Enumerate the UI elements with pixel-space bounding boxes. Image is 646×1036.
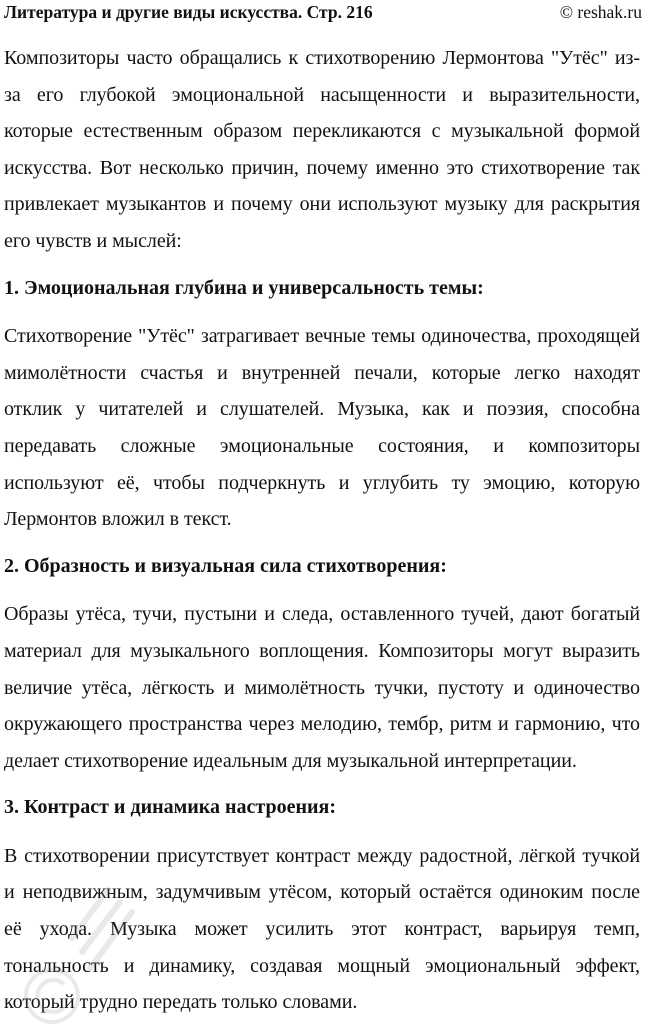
section-paragraph-2: Образы утёса, тучи, пустыни и следа, оставленного тучей, дают богатый материал для музыкального воплощения. Композиторы могут выразить величие утёса, лёгкость и мимолётность тучки, пустоту и одиночество окружающего пространства через мелодию, тембр, ритм и гармонию, что делает стихотворение идеальным для музыкальной интерпретации. <box>4 603 640 772</box>
section-heading-1: 1. Эмоциональная глубина и универсальность темы: <box>4 276 484 299</box>
section-paragraph-1: Стихотворение "Утёс" затрагивает вечные темы одиночества, проходящей мимолётности счастья и внутренней печали, которые легко находят отклик у читателей и слушателей. Музыка, как и поэзия, способна передавать сложные эмоциональные состояния, и композиторы используют её, чтобы подчеркнуть и углубить ту эмоцию, которую Лермонтов вложил в текст. <box>4 325 640 531</box>
document-body <box>4 40 640 1021</box>
page-header <box>4 0 642 30</box>
section-heading-3: 3. Контраст и динамика настроения: <box>4 796 336 819</box>
section-paragraph-3: В стихотворении присутствует контраст между радостной, лёгкой тучкой и неподвижным, задумчивым утёсом, который остаётся одиноким после её ухода. Музыка может усилить этот контраст, варьируя темп, тональность и динамику, создавая мощный эмоциональный эффект, который трудно передать только словами. <box>4 844 640 1014</box>
section-heading-2: 2. Образность и визуальная сила стихотворения: <box>4 554 447 577</box>
intro-paragraph: Композиторы часто обращались к стихотворению Лермонтова "Утёс" из-за его глубокой эмоциональной насыщенности и выразительности, которые естественным образом перекликаются с музыкальной формой искусства. Вот несколько причин, почему именно это стихотворение так привлекает музыкантов и почему они используют музыку для раскрытия его чувств и мыслей: <box>4 47 640 252</box>
page-title: Литература и другие виды искусства. Стр. 216 <box>4 2 373 22</box>
site-copyright: © reshak.ru <box>559 2 642 22</box>
